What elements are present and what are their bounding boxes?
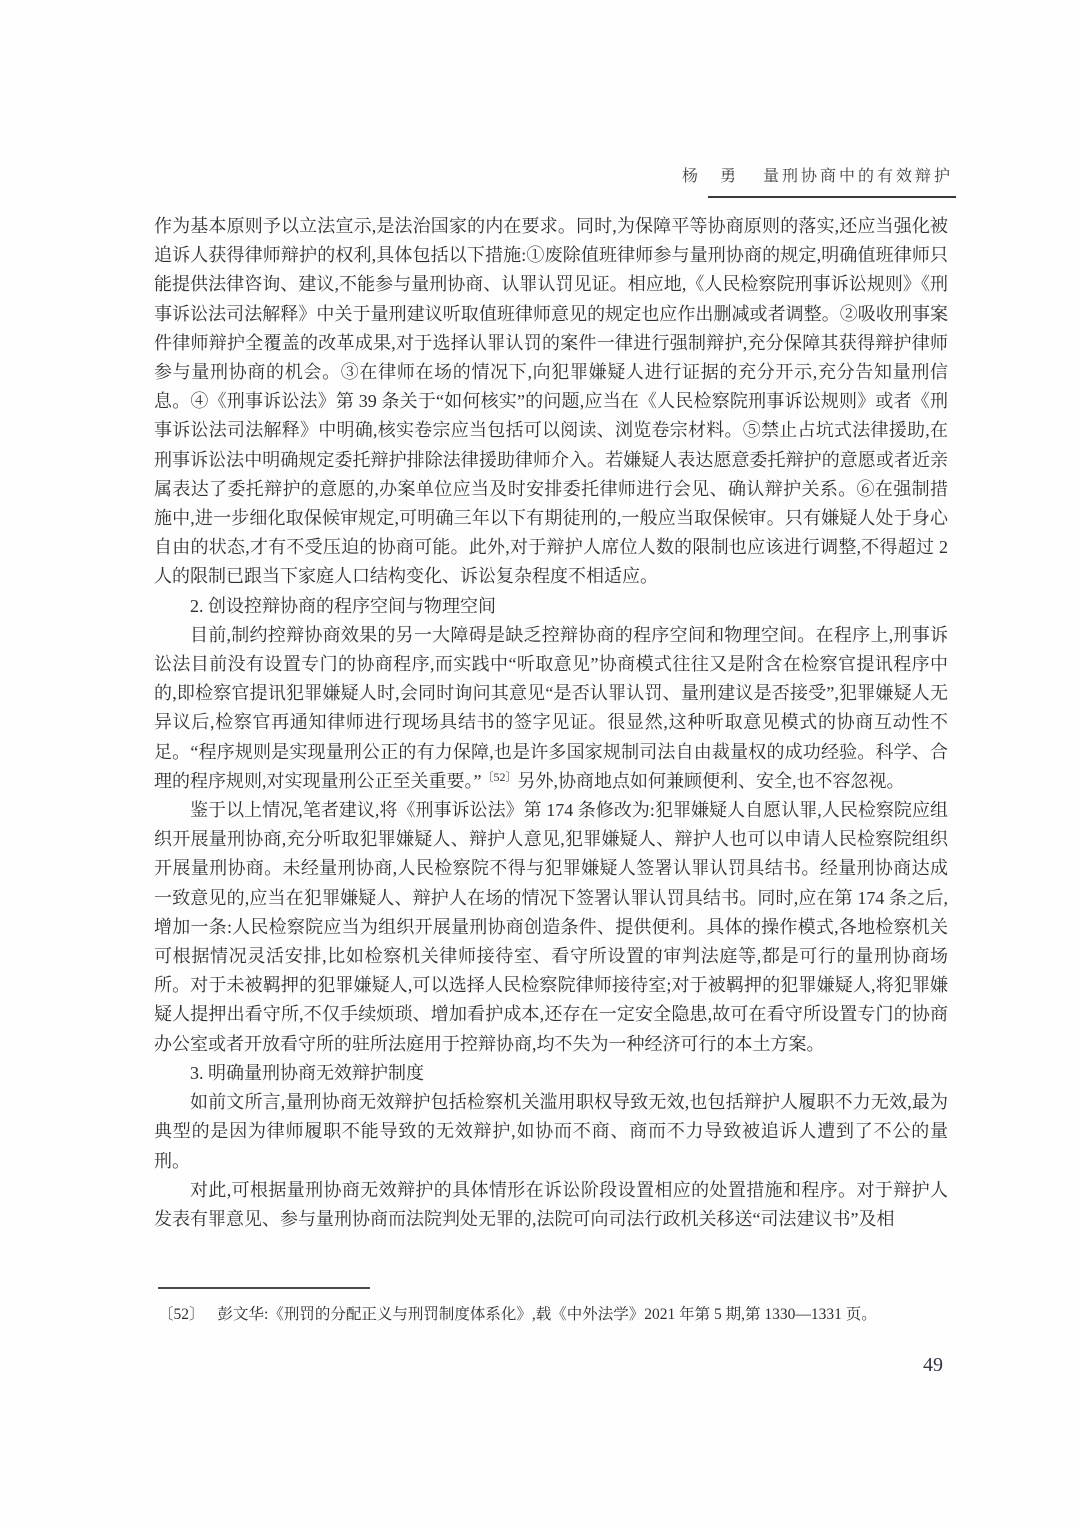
body-paragraph: 对此,可根据量刑协商无效辩护的具体情形在诉讼阶段设置相应的处置措施和程序。对于辩护人发表有罪意见、参与量刑协商而法院判处无罪的,法院可向司法行政机关移送“司法建议书”及相 bbox=[154, 1179, 948, 1229]
running-header bbox=[682, 163, 953, 186]
body-paragraph: 如前文所言,量刑协商无效辩护包括检察机关滥用职权导致无效,也包括辩护人履职不力无效,最为典型的是因为律师履职不能导致的无效辩护,如协而不商、商而不力导致被追诉人遭到了不公的量刑。 bbox=[154, 1092, 948, 1171]
body-paragraph: 作为基本原则予以立法宣示,是法治国家的内在要求。同时,为保障平等协商原则的落实,还应当强化被追诉人获得律师辩护的权利,具体包括以下措施:①废除值班律师参与量刑协商的规定,明确值班律师只能提供法律咨询、建议,不能参与量刑协商、认罪认罚见证。相应地,《人民检察院刑事诉讼规则》《刑事诉讼法司法解释》中关于量刑建议听取值班律师意见的规定也应作出删减或者调整。②吸收刑事案件律师辩护全覆盖的改革成果,对于选择认罪认罚的案件一律进行强制辩护,充分保障其获得辩护律师参与量刑协商的机会。③在律师在场的情况下,向犯罪嫌疑人进行证据的充分开示,充分告知量刑信息。④《刑事诉讼法》第 39 条关于“如何核实”的问题,应当在《人民检察院刑事诉讼规则》或者《刑事诉讼法司法解释》中明确,核实卷宗应当包括可以阅读、浏览卷宗材料。⑤禁止占坑式法律援助,在刑事诉讼法中明确规定委托辩护排除法律援助律师介入。若嫌疑人表达愿意委托辩护的意愿或者近亲属表达了委托辩护的意愿的,办案单位应当及时安排委托律师进行会见、确认辩护关系。⑥在强制措施中,进一步细化取保候审规定,可明确三年以下有期徒刑的,一般应当取保候审。只有嫌疑人处于身心自由的状态,才有不受压迫的协商可能。此外,对于辩护人席位人数的限制也应该进行调整,不得超过 2 人的限制已跟当下家庭人口结构变化、诉讼复杂程度不相适应。 bbox=[154, 216, 948, 587]
body-paragraph bbox=[154, 621, 948, 796]
footnote-reference-52: 〔52〕 bbox=[481, 769, 518, 784]
section-heading-3: 3. 明确量刑协商无效辩护制度 bbox=[190, 1062, 424, 1083]
page-number: 49 bbox=[923, 1354, 943, 1376]
body-paragraph: 鉴于以上情况,笔者建议,将《刑事诉讼法》第 174 条修改为:犯罪嫌疑人自愿认罪,人民检察院应组织开展量刑协商,充分听取犯罪嫌疑人、辩护人意见,犯罪嫌疑人、辩护人也可以申请人民检察院组织开展量刑协商。未经量刑协商,人民检察院不得与犯罪嫌疑人签署认罪认罚具结书。经量刑协商达成一致意见的,应当在犯罪嫌疑人、辩护人在场的情况下签署认罪认罚具结书。同时,应在第 174 条之后,增加一条:人民检察院应当为组织开展量刑协商创造条件、提供便利。具体的操作模式,各地检察机关可根据情况灵活安排,比如检察机关律师接待室、看守所设置的审判法庭等,都是可行的量刑协商场所。对于未被羁押的犯罪嫌疑人,可以选择人民检察院律师接待室;对于被羁押的犯罪嫌疑人,将犯罪嫌疑人提押出看守所,不仅手续烦琐、增加看护成本,还存在一定安全隐患,故可在看守所设置专门的协商办公室或者开放看守所的驻所法庭用于控辩协商,均不失为一种经济可行的本土方案。 bbox=[154, 800, 948, 1054]
header-article-title: 量刑协商中的有效辩护 bbox=[762, 168, 953, 185]
paragraph-text: 目前,制约控辩协商效果的另一大障碍是缺乏控辩协商的程序空间和物理空间。在程序上,刑事诉讼法目前没有设置专门的协商程序,而实践中“听取意见”协商模式往往又是附含在检察官提讯程序中的,即检察官提讯犯罪嫌疑人时,会同时询问其意见“是否认罪认罚、量刑建议是否接受”,犯罪嫌疑人无异议后,检察官再通知律师进行现场具结书的签字见证。很显然,这种听取意见模式的协商互动性不足。“程序规则是实现量刑公正的有力保障,也是许多国家规制司法自由裁量权的成功经验。科学、合理的程序规则,对实现量刑公正至关重要。” bbox=[154, 624, 948, 791]
footnote-rule bbox=[158, 1287, 370, 1289]
article-body bbox=[154, 212, 948, 1234]
footnote-52 bbox=[158, 1303, 952, 1327]
footnote-marker: 〔52〕 bbox=[158, 1306, 205, 1323]
header-author: 杨 勇 bbox=[681, 168, 739, 185]
header-rule bbox=[708, 196, 956, 198]
paragraph-text: 另外,协商地点如何兼顾便利、安全,也不容忽视。 bbox=[517, 770, 905, 791]
footnote-text: 彭文华:《刑罚的分配正义与刑罚制度体系化》,载《中外法学》2021 年第 5 期,第 1330—1331 页。 bbox=[217, 1306, 877, 1323]
section-heading-2: 2. 创设控辩协商的程序空间与物理空间 bbox=[190, 595, 496, 616]
